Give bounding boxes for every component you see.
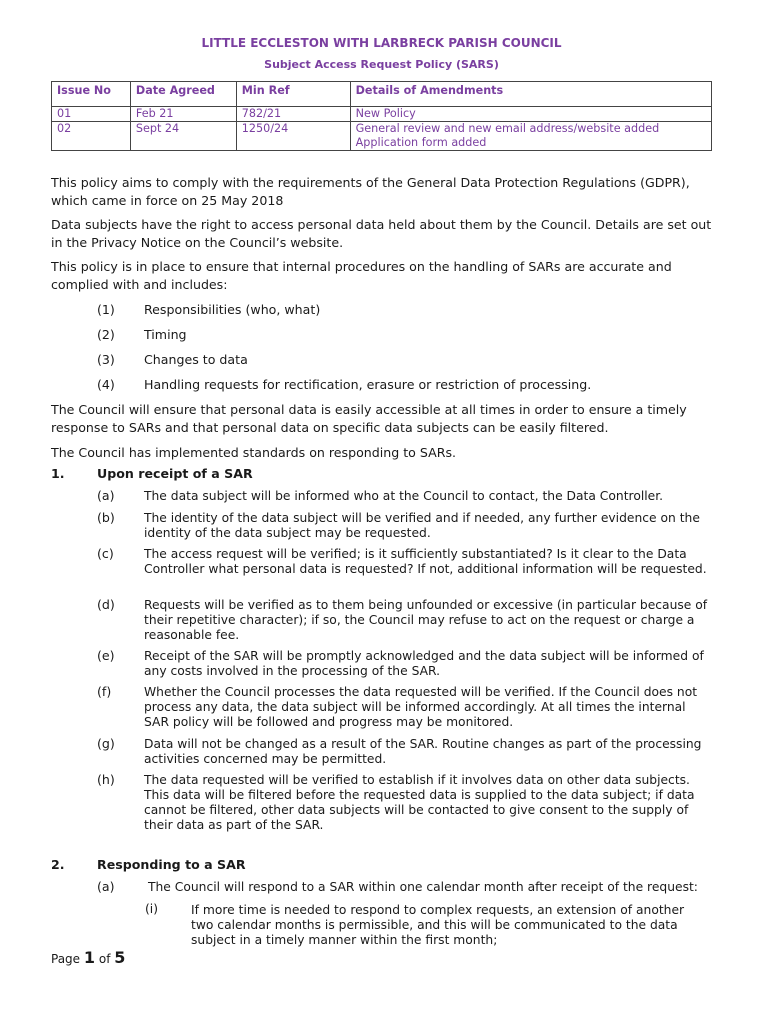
intro-paragraph: This policy is in place to ensure that internal procedures on the handling of SARs are accurate and complied with and includes: xyxy=(51,259,672,292)
section-item: The access request will be verified; is it sufficiently substantiated? Is it clear to the Data Controller what personal data is requested? If not, additional information will be requested. xyxy=(144,547,707,576)
section-item: Data will not be changed as a result of the SAR. Routine changes as part of the processing activities concerned may be permitted. xyxy=(144,737,702,766)
column-header: Date Agreed xyxy=(130,82,236,107)
details-cell xyxy=(350,122,711,151)
item-label: (g) xyxy=(97,736,115,751)
item-label: (c) xyxy=(97,546,114,561)
list-item: Handling requests for rectification, erasure or restriction of processing. xyxy=(144,377,592,392)
date-cell: Feb 21 xyxy=(130,107,236,122)
item-label: (a) xyxy=(97,488,115,503)
section-item: The data requested will be verified to establish if it involves data on other data subjects. This data will be filtered before the requested data is supplied to the data subject; if data cannot be filtered, other data subjects will be contacted to give consent to the supply of their data as part of the SAR. xyxy=(144,773,695,832)
section-item: Receipt of the SAR will be promptly acknowledged and the data subject will be informed of any costs involved in the processing of the SAR. xyxy=(144,649,704,678)
section-subitem: If more time is needed to respond to complex requests, an extension of another two calendar months is permissible, and this will be communicated to the data subject in a timely manner within the first month; xyxy=(191,903,685,947)
column-header: Min Ref xyxy=(236,82,350,107)
ref-cell: 782/21 xyxy=(236,107,350,122)
details-line: General review and new email address/website added xyxy=(355,122,660,135)
list-number: (2) xyxy=(97,327,115,342)
details-cell: New Policy xyxy=(350,107,711,122)
section-heading: Responding to a SAR xyxy=(97,857,246,872)
subitem-label: (i) xyxy=(145,902,159,916)
section-item: Whether the Council processes the data requested will be verified. If the Council does not process any data, the data subject will be informed accordingly. At all times the internal SAR policy will be followed and progress may be monitored. xyxy=(144,685,698,729)
issue-cell: 02 xyxy=(52,122,131,151)
intro-paragraph: The Council has implemented standards on responding to SARs. xyxy=(51,445,457,460)
item-label: (a) xyxy=(97,879,115,894)
list-number: (4) xyxy=(97,377,115,392)
amendments-table xyxy=(51,81,712,151)
of-word: of xyxy=(98,952,111,966)
section-item: Requests will be verified as to them being unfounded or excessive (in particular because of their repetitive character); if so, the Council may refuse to act on the request or charge a reasonable fee. xyxy=(144,598,708,642)
table-row xyxy=(52,122,712,151)
intro-paragraph: The Council will ensure that personal data is easily accessible at all times in order to ensure a timely response to SARs and that personal data on specific data subjects can be easily filtered. xyxy=(51,402,687,435)
section-number: 1. xyxy=(51,466,65,481)
table-header-row xyxy=(52,82,712,107)
section-heading: Upon receipt of a SAR xyxy=(97,466,253,481)
details-line: Application form added xyxy=(355,136,487,149)
list-number: (1) xyxy=(97,302,115,317)
list-item: Responsibilities (who, what) xyxy=(144,302,321,317)
list-number: (3) xyxy=(97,352,115,367)
section-item: The data subject will be informed who at the Council to contact, the Data Controller. xyxy=(144,489,664,503)
ref-cell: 1250/24 xyxy=(236,122,350,151)
page-number: 1 xyxy=(83,948,96,967)
item-label: (d) xyxy=(97,597,115,612)
list-item: Changes to data xyxy=(144,352,248,367)
date-cell: Sept 24 xyxy=(130,122,236,151)
table-row xyxy=(52,107,712,122)
intro-paragraph: This policy aims to comply with the requirements of the General Data Protection Regulations (GDPR), which came in force on 25 May 2018 xyxy=(51,175,690,208)
issue-cell: 01 xyxy=(52,107,131,122)
item-label: (f) xyxy=(97,684,112,699)
intro-paragraph: Data subjects have the right to access personal data held about them by the Council. Details are set out in the Privacy Notice on the Council’s website. xyxy=(51,217,712,250)
page-word: Page xyxy=(51,952,81,966)
council-title: LITTLE ECCLESTON WITH LARBRECK PARISH COUNCIL xyxy=(201,36,562,50)
policy-subtitle: Subject Access Request Policy (SARS) xyxy=(264,58,499,71)
column-header: Details of Amendments xyxy=(350,82,711,107)
item-label: (e) xyxy=(97,648,115,663)
section-item: The identity of the data subject will be verified and if needed, any further evidence on the identity of the data subject may be requested. xyxy=(144,511,700,540)
column-header: Issue No xyxy=(52,82,131,107)
item-label: (h) xyxy=(97,772,115,787)
page-footer xyxy=(51,948,125,967)
item-label: (b) xyxy=(97,510,115,525)
page-total: 5 xyxy=(114,948,126,967)
section-number: 2. xyxy=(51,857,65,872)
list-item: Timing xyxy=(144,327,187,342)
section-item: The Council will respond to a SAR within one calendar month after receipt of the request: xyxy=(148,880,698,894)
